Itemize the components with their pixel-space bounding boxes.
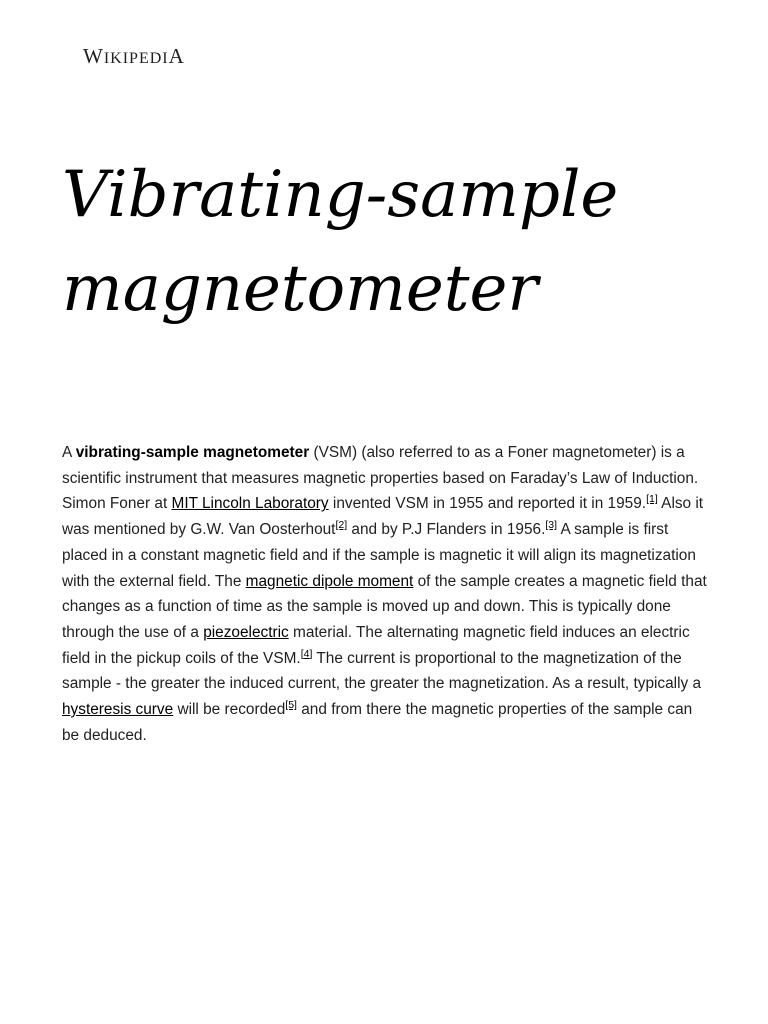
logo-final: A	[168, 44, 185, 68]
reference-4[interactable]: [4]	[300, 647, 313, 660]
text-segment: (VSM) (also referred to as a Foner magnetometer) is a scientific instrument that measures magnetic properties based on Faraday’s Law of Induction. Simon Foner at	[62, 444, 699, 513]
text-segment: A	[62, 444, 76, 461]
text-segment: of the sample creates a magnetic field that changes as a function of time as the sample is moved up and down. This is typically done through the use of a	[62, 572, 707, 641]
link-mit-lincoln-laboratory[interactable]: MIT Lincoln Laboratory	[171, 495, 329, 513]
logo-small-caps: IKIPEDI	[103, 50, 169, 67]
text-segment: material. The alternating magnetic field induces an electric field in the pickup coils of the VSM.	[62, 623, 690, 667]
text-segment: and by P.J Flanders in 1956.	[347, 521, 546, 539]
logo-initial: W	[83, 44, 104, 68]
bold-term: vibrating-sample magnetometer	[75, 444, 310, 461]
wikipedia-logo[interactable]	[83, 44, 185, 71]
text-segment: invented VSM in 1955 and reported it in 1959.	[328, 495, 647, 513]
text-segment: A sample is first placed in a constant magnetic field and if the sample is magnetic it will align its magnetization with the external field. The	[62, 521, 696, 590]
text-segment: and from there the magnetic properties of the sample can be deduced.	[62, 701, 693, 744]
text-segment: Also it was mentioned by G.W. Van Oosterhout	[62, 495, 704, 539]
reference-2[interactable]: [2]	[335, 518, 348, 531]
link-magnetic-dipole-moment[interactable]: magnetic dipole moment	[245, 572, 414, 590]
reference-3[interactable]: [3]	[545, 518, 558, 531]
reference-5[interactable]: [5]	[285, 698, 297, 711]
text-segment: The current is proportional to the magnetization of the sample - the greater the induced current, the greater the magnetization. As a result, typically a	[62, 649, 702, 693]
link-piezoelectric[interactable]: piezoelectric	[203, 623, 289, 641]
reference-1[interactable]: [1]	[646, 493, 658, 506]
page-title: Vibrating-sample magnetometer	[62, 158, 619, 326]
text-segment: will be recorded	[173, 701, 286, 719]
article-paragraph	[62, 440, 707, 748]
link-hysteresis-curve[interactable]: hysteresis curve	[62, 701, 174, 719]
